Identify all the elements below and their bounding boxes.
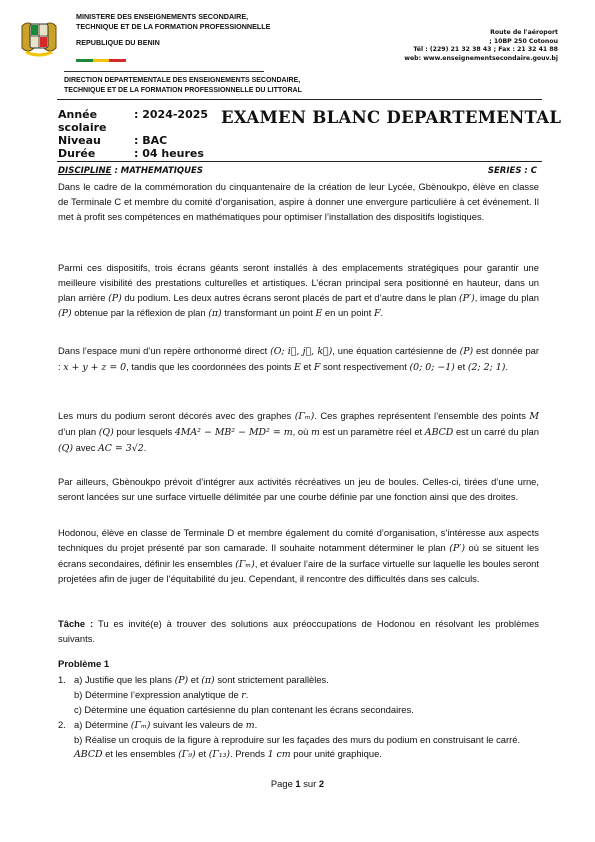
duration-label: Durée	[58, 147, 96, 160]
level-value: : BAC	[134, 134, 168, 147]
top-rule	[57, 99, 542, 100]
question-number: 1.	[58, 674, 66, 685]
direction-line-1: DIRECTION DEPARTEMENTALE DES ENSEIGNEMENTS SECONDAIRE,	[64, 77, 301, 84]
text: où se situent les écrans secondaires, définir les ensembles	[58, 541, 539, 569]
task-label: Tâche :	[58, 618, 94, 629]
flag-yellow	[93, 59, 110, 62]
text: , une équation cartésienne de	[332, 345, 460, 356]
address-line-2: ; 10BP 250 Cotonou	[489, 37, 558, 45]
flag-red	[109, 59, 126, 62]
text: a) Détermine	[74, 719, 131, 730]
direction-header	[64, 76, 302, 95]
math-unit: 1 cm	[267, 749, 291, 761]
text: et	[195, 748, 209, 760]
ministry-line-2: TECHNIQUE ET DE LA FORMATION PROFESSIONNELLE	[76, 22, 271, 31]
text: est un carré du plan	[453, 425, 539, 437]
math-plane-p: (P)	[58, 308, 72, 320]
text: avec	[73, 441, 99, 453]
paragraph-graphs: Les murs du podium seront décorés avec des graphes (Γₘ). Ces graphes représentent l’ensemble des points M d’un plan (Q) pour lesquels 4MA² − MB² − MD² = m, où m est un paramètre réel et ABCD est un carré du plan (Q) avec AC = 3√2.	[58, 410, 539, 454]
math-point-e: E	[315, 308, 323, 320]
text: sont strictement parallèles.	[214, 674, 329, 685]
flag-stripe	[76, 59, 126, 62]
text: , où	[292, 425, 311, 437]
text: Dans l’espace muni d’un repère orthonormé direct	[58, 345, 271, 356]
text: et les ensembles	[102, 748, 179, 760]
text: b) Détermine l’expression analytique de	[74, 689, 242, 700]
flag-green	[76, 59, 93, 62]
question-text: b) Détermine l’expression analytique de r.	[74, 689, 249, 701]
math-ac-length: AC = 3√2	[98, 442, 144, 454]
text: transformant un point	[221, 307, 316, 319]
text: Les murs du podium seront décorés avec des graphes	[58, 410, 295, 421]
paragraph-intro: Dans le cadre de la commémoration du cinquantenaire de la création de leur Lycée, Gbènoukpo, élève en classe de Terminale C et membre du comité d’organisation, aspire à donner une envergure particulière à cet événement. Il met à profit ses compétences en mathématiques pour optimiser l’installation des dispositifs logistiques.	[58, 181, 539, 222]
address-line-1: Route de l'aéroport	[490, 29, 558, 36]
math-plane-p-prime: (P′)	[459, 292, 475, 304]
question-1c	[0, 703, 595, 718]
math-plane-p: (P)	[174, 675, 189, 686]
math-r: r	[241, 690, 246, 701]
math-gamma-13: (Γ₁₃)	[208, 749, 231, 761]
text: pour unité graphique.	[290, 748, 382, 760]
question-text	[74, 733, 540, 763]
math-point-e: E	[293, 361, 301, 373]
discipline-value: : MATHEMATIQUES	[111, 166, 203, 176]
text: et	[454, 360, 468, 372]
text: et	[300, 360, 314, 372]
address-line-3: Tél : (229) 21 32 38 43 ; Fax : 21 32 41 88	[413, 46, 558, 53]
text: est donnée par :	[58, 345, 540, 372]
ministry-header	[76, 12, 270, 48]
math-point-f: F	[373, 308, 381, 320]
duration-value: : 04 heures	[134, 147, 204, 160]
math-plane-pi: (π)	[201, 675, 215, 686]
page-total: 2	[318, 778, 325, 789]
text: sont respectivement	[320, 360, 410, 372]
math-plane-p-prime: (P′)	[449, 542, 465, 554]
math-gamma-9: (Γ₉)	[178, 749, 196, 761]
header-underline	[64, 71, 264, 72]
math-plane-p: (P)	[459, 346, 474, 357]
math-frame: (O; i⃗, j⃗, k⃗)	[270, 346, 333, 357]
page-word: Page	[270, 778, 293, 789]
page-number: 1	[295, 778, 301, 789]
question-text: a) Détermine (Γₘ) suivant les valeurs de m.	[74, 719, 258, 731]
page-footer	[0, 778, 595, 789]
text: suivant les valeurs de	[150, 719, 246, 730]
text: Parmi ces dispositifs, trois écrans géants seront installés à des emplacements stratégiques pour garantir une meilleure visibilité des prestations culturelles et artistiques. L’écran principal sera positionné en hauteur, dans un plan arrière	[58, 262, 539, 303]
question-2a	[0, 718, 595, 733]
math-gamma-m: (Γₘ)	[294, 411, 315, 422]
contact-block	[404, 29, 558, 63]
discipline-label: DISCIPLINE	[58, 166, 112, 176]
exam-title: EXAMEN BLANC DEPARTEMENTAL	[221, 108, 562, 127]
mid-rule	[57, 161, 542, 162]
year-value: : 2024-2025	[134, 108, 209, 121]
problem-title: Problème 1	[58, 659, 110, 670]
question-1b	[0, 688, 595, 703]
paragraph-screens: Parmi ces dispositifs, trois écrans géants seront installés à des emplacements stratégiques pour garantir une meilleure visibilité des prestations culturelles et artistiques. L’écran principal sera positionné en hauteur, dans un plan arrière (P) du podium. Les deux autres écrans seront placés de part et d’autre dans le plan (P′), image du plan (P) obtenue par la réflexion de plan (π) transformant un point E en un point F.	[58, 262, 540, 320]
math-gamma-m: (Γₘ)	[130, 720, 151, 731]
text: pour lesquels	[113, 425, 175, 437]
math-plane-q: (Q)	[98, 426, 114, 438]
math-point-f: F	[313, 361, 321, 373]
country-name: REPUBLIQUE DU BENIN	[76, 38, 160, 47]
text: et	[188, 674, 202, 685]
math-param-m: m	[245, 720, 255, 731]
math-plane-pi: (π)	[208, 308, 222, 320]
exam-meta	[58, 108, 208, 160]
text: obtenue par la réflexion de plan	[71, 307, 209, 319]
year-label: Année scolaire	[58, 108, 107, 134]
question-text: c) Détermine une équation cartésienne du plan contenant les écrans secondaires.	[74, 704, 414, 715]
math-point-m: M	[529, 411, 539, 422]
math-equation-p: x + y + z = 0	[63, 361, 127, 373]
ministry-line-1: MINISTERE DES ENSEIGNEMENTS SECONDAIRE,	[76, 12, 249, 21]
text: en un point	[322, 307, 374, 319]
math-square-abcd: ABCD	[74, 749, 103, 761]
address-line-4: web: www.enseignementsecondaire.gouv.bj	[404, 54, 558, 62]
task-text: Tu es invité(e) à trouver des solutions aux préoccupations de Hodonou en résolvant les problèmes suivants.	[58, 618, 539, 644]
paragraph-frame: Dans l’espace muni d’un repère orthonormé direct (O; i⃗, j⃗, k⃗), une équation cartésienne de (P) est donnée par : x + y + z = 0, tandis que les coordonnées des points E et F sont respectivement (0; 0; −1) et (2; 2; 1).	[58, 345, 540, 373]
question-number: 2.	[58, 719, 66, 730]
text: , et évaluer l’aire de la surface virtuelle sur laquelle les boules seront projetées afin de juger de l’équitabilité du jeu. Cependant, il rencontre des difficultés dans ses calculs.	[58, 557, 539, 585]
text: d’un plan	[58, 425, 99, 437]
text: . Prends	[230, 748, 268, 760]
question-1a	[0, 673, 595, 688]
text: , tandis que les coordonnées des points	[126, 360, 294, 372]
level-label: Niveau	[58, 134, 101, 147]
direction-line-2: TECHNIQUE ET DE LA FORMATION PROFESSIONNELLE DU LITTORAL	[64, 86, 302, 94]
text: . Ces graphes représentent l’ensemble des points	[314, 410, 530, 421]
series: SERIES : C	[487, 166, 537, 176]
math-coord-e: (0; 0; −1)	[409, 361, 455, 373]
paragraph-hodonou	[58, 526, 539, 587]
math-plane-q: (Q)	[58, 442, 74, 454]
question-text	[74, 673, 540, 688]
text: est un paramètre réel et	[319, 425, 425, 437]
text: , image du plan	[474, 291, 540, 303]
math-param-m: m	[310, 426, 320, 438]
math-plane-p: (P)	[108, 292, 122, 304]
math-equation-m: 4MA² − MB² − MD² = m	[174, 426, 293, 438]
question-2b	[0, 733, 595, 763]
text: b) Réalise un croquis de la figure à reproduire sur les façades des murs du podium en construisant le carré.	[74, 734, 521, 745]
math-square-abcd: ABCD	[424, 426, 454, 438]
paragraph-game: Par ailleurs, Gbènoukpo prévoit d’intégrer aux activités récréatives un jeu de boules. Celles-ci, tirées d’une urne, seront lancées sur une surface virtuelle délimitée par une courbe définie par une fonction ainsi que des droites.	[58, 476, 539, 502]
text: du podium. Les deux autres écrans seront placés de part et d’autre dans le plan	[121, 291, 460, 303]
discipline	[58, 166, 203, 176]
coat-of-arms	[18, 18, 60, 60]
of-word: sur	[303, 778, 317, 789]
task-statement	[58, 617, 539, 647]
math-gamma-m: (Γₘ)	[235, 558, 255, 570]
text: a) Justifie que les plans	[74, 674, 175, 685]
math-coord-f: (2; 2; 1)	[467, 361, 506, 373]
text: Hodonou, élève en classe de Terminale D et membre également du comité d’organisation, s’intéresse aux aspects techniques du projet présenté par son camarade. Il souhaite notamment déterminer le plan	[58, 527, 539, 553]
